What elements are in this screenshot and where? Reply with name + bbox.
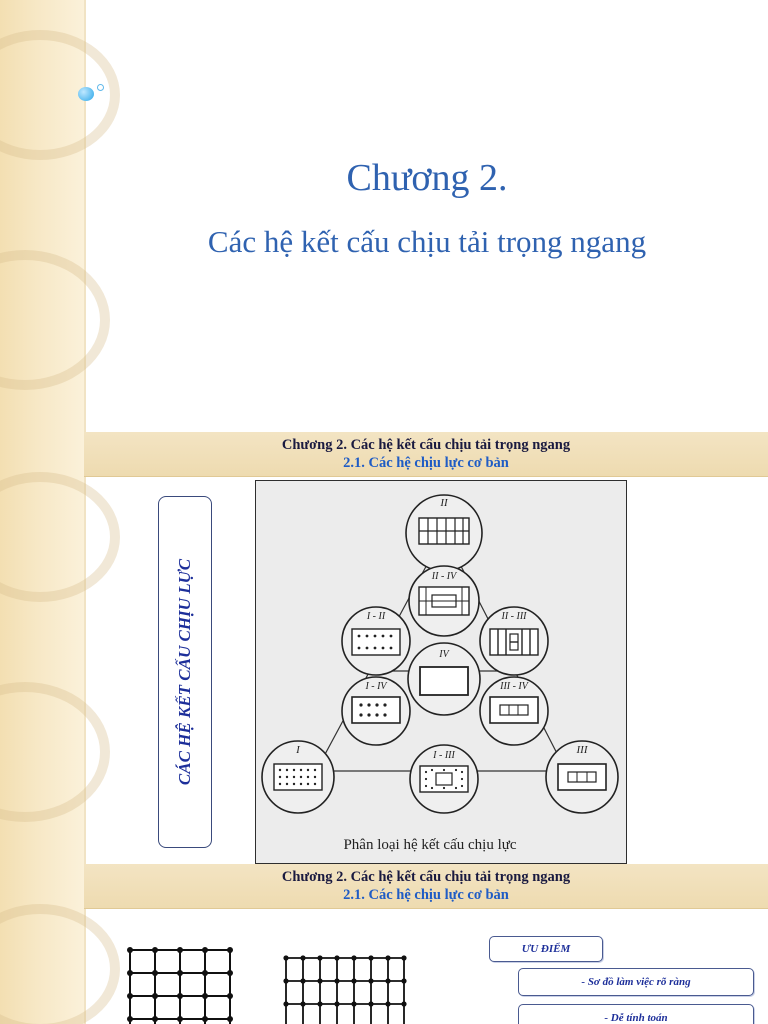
chapter-title: Chương 2. [346,157,508,199]
structural-classification-diagram [255,480,627,864]
diagram-node-ii-iii [480,607,548,675]
decorative-swirl [0,682,110,822]
svg-text:I - III: I - III [433,750,455,761]
header-section: 2.1. Các hệ chịu lực cơ bản [343,455,509,471]
diagram-node-iii [546,741,618,813]
diagram-node-ii-iv [409,566,479,636]
svg-text:II - III: II - III [501,611,527,622]
diagram-svg [256,481,626,863]
decorative-swirl [0,472,120,602]
svg-text:IV: IV [439,649,449,660]
header-chapter: Chương 2. Các hệ kết cấu chịu tải trọng ngang [281,437,571,453]
diagram-node-i-iii [410,745,478,813]
frame-grid-diagram [280,952,410,1024]
svg-text:I - II: I - II [366,611,386,622]
diagram-caption: Phân loại hệ kết cấu chịu lực [343,837,517,853]
advantage-item: - Dễ tính toán [518,1004,754,1024]
decorative-swirl [0,250,110,390]
decorative-swirl [0,904,120,1024]
decorative-bubble-small [97,84,104,91]
slide-header [84,864,768,909]
vertical-label-box [158,496,212,848]
diagram-node-i-iv [342,677,410,745]
header-section: 2.1. Các hệ chịu lực cơ bản [343,887,509,903]
diagram-node-iii-iv [480,677,548,745]
svg-text:I - IV: I - IV [365,681,387,692]
diagram-node-i [262,741,334,813]
vertical-label: CÁC HỆ KẾT CẤU CHỊU LỰC [175,558,194,786]
header-chapter: Chương 2. Các hệ kết cấu chịu tải trọng ngang [281,869,571,885]
advantages-label: ƯU ĐIỂM [489,936,603,962]
svg-text:I: I [296,744,300,756]
slide-header [84,432,768,477]
svg-text:II - IV: II - IV [431,571,457,582]
diagram-node-i-ii [342,607,410,675]
svg-text:III: III [576,744,588,756]
chapter-subtitle: Các hệ kết cấu chịu tải trọng ngang [207,224,647,259]
advantage-item: - Sơ đồ làm việc rõ ràng [518,968,754,996]
svg-text:III - IV: III - IV [500,681,528,692]
diagram-node-ii [406,495,482,571]
frame-slide [0,864,768,1024]
title-slide [0,0,768,432]
classification-slide [0,432,768,864]
frame-grid-diagram [124,944,236,1024]
decorative-swirl [0,30,120,160]
svg-text:II: II [440,497,448,509]
decorative-bubble [78,87,94,101]
diagram-node-iv [408,643,480,715]
